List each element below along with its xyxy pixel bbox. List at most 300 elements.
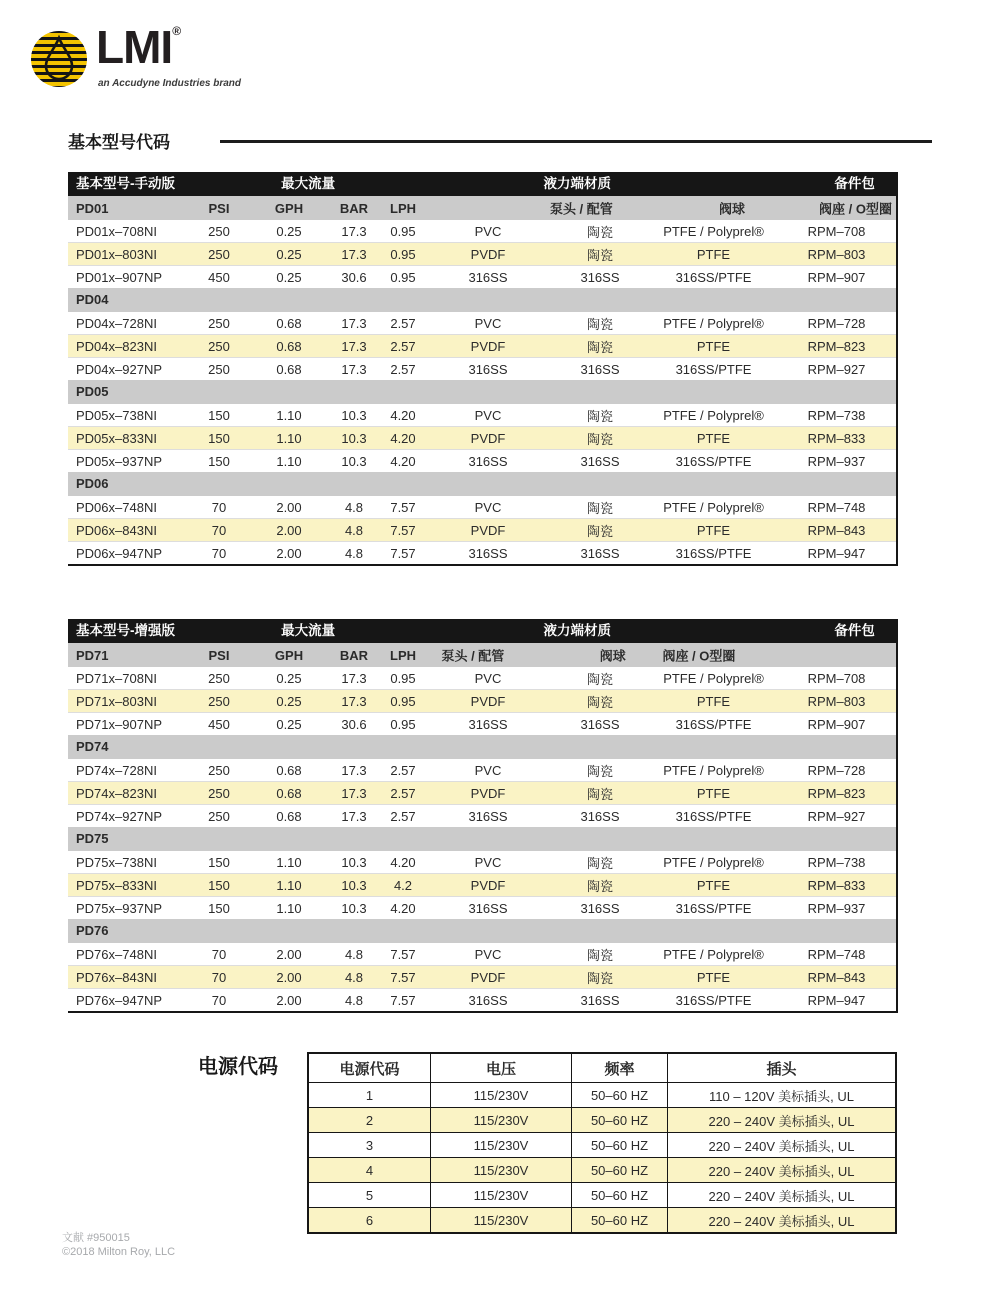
brand-tagline: an Accudyne Industries brand — [98, 78, 241, 89]
cell-seat: PTFE — [696, 969, 731, 985]
table-row — [68, 312, 896, 334]
cell-kit: RPM–748 — [807, 946, 866, 962]
cell-head: PVDF — [470, 522, 506, 538]
power-header-plug: 插头 — [667, 1054, 895, 1082]
cell-gph: 1.10 — [276, 877, 302, 893]
cell-seat: 316SS/PTFE — [675, 361, 752, 377]
cell-kit: RPM–823 — [807, 785, 866, 801]
cell-seat: 316SS/PTFE — [675, 545, 752, 561]
cell-seat: PTFE / Polyprel® — [663, 854, 764, 870]
cell-psi: 250 — [208, 670, 230, 686]
cell-psi: 250 — [208, 223, 230, 239]
cell-model: PD01x–708NI — [76, 223, 157, 239]
cell-model: PD74x–927NP — [76, 808, 162, 824]
cell-kit: RPM–738 — [807, 854, 866, 870]
power-cell-frequency: 50–60 HZ — [571, 1133, 667, 1157]
cell-ball: 陶瓷 — [586, 694, 613, 710]
cell-psi: 450 — [208, 716, 230, 732]
cell-bar: 30.6 — [341, 716, 367, 732]
cell-lph: 0.95 — [390, 223, 416, 239]
subheader-psi: PSI — [208, 200, 230, 216]
cell-lph: 2.57 — [390, 808, 416, 824]
cell-kit: RPM–708 — [807, 223, 866, 239]
table-row — [68, 851, 896, 873]
cell-bar: 10.3 — [341, 430, 367, 446]
cell-ball: 316SS — [580, 900, 620, 916]
page-title: 基本型号代码 — [68, 133, 170, 152]
power-row — [309, 1207, 895, 1232]
cell-psi: 250 — [208, 808, 230, 824]
cell-bar: 10.3 — [341, 900, 367, 916]
power-cell-voltage: 115/230V — [430, 1133, 571, 1157]
header-title: 基本型号-增强版 — [76, 623, 175, 638]
power-cell-frequency: 50–60 HZ — [571, 1083, 667, 1107]
power-row — [309, 1182, 895, 1207]
cell-lph: 0.95 — [390, 670, 416, 686]
table-subheader-row — [68, 196, 896, 220]
cell-psi: 70 — [211, 969, 227, 985]
cell-head: PVDF — [470, 693, 506, 709]
cell-ball: 陶瓷 — [586, 878, 613, 894]
cell-head: PVC — [474, 407, 502, 423]
table-row — [68, 689, 896, 712]
cell-lph: 7.57 — [390, 969, 416, 985]
cell-psi: 70 — [211, 499, 227, 515]
cell-kit: RPM–833 — [807, 877, 866, 893]
section-row: PD06 — [68, 472, 896, 496]
cell-model: PD05x–937NP — [76, 453, 162, 469]
cell-model: PD71x–803NI — [76, 693, 157, 709]
power-cell-voltage: 115/230V — [430, 1083, 571, 1107]
cell-gph: 1.10 — [276, 453, 302, 469]
cell-seat: PTFE / Polyprel® — [663, 499, 764, 515]
subheader-valve-ball: 阀球 — [719, 201, 746, 217]
cell-bar: 4.8 — [344, 946, 364, 962]
cell-bar: 17.3 — [341, 808, 367, 824]
cell-bar: 10.3 — [341, 453, 367, 469]
cell-psi: 250 — [208, 338, 230, 354]
cell-psi: 150 — [208, 900, 230, 916]
cell-head: PVDF — [470, 246, 506, 262]
power-cell-code: 2 — [365, 1112, 374, 1128]
section-row: PD76 — [68, 919, 896, 943]
cell-kit: RPM–937 — [807, 453, 866, 469]
power-cell-frequency: 50–60 HZ — [571, 1108, 667, 1132]
power-cell-plug: 220 – 240V 美标插头, UL — [667, 1183, 895, 1207]
cell-bar: 17.3 — [341, 338, 367, 354]
cell-model: PD71x–907NP — [76, 716, 162, 732]
subheader-psi: PSI — [208, 647, 230, 663]
cell-ball: 316SS — [580, 269, 620, 285]
cell-lph: 2.57 — [390, 762, 416, 778]
power-row — [309, 1157, 895, 1182]
cell-psi: 250 — [208, 361, 230, 377]
cell-bar: 4.8 — [344, 545, 364, 561]
cell-head: PVDF — [470, 338, 506, 354]
cell-lph: 2.57 — [390, 315, 416, 331]
basic-model-table-manual — [68, 172, 898, 566]
cell-model: PD76x–947NP — [76, 992, 162, 1008]
cell-seat: 316SS/PTFE — [675, 992, 752, 1008]
cell-kit: RPM–907 — [807, 716, 866, 732]
cell-gph: 0.68 — [276, 338, 302, 354]
section-row: PD04 — [68, 288, 896, 312]
subheader-lph: LPH — [390, 647, 416, 663]
cell-gph: 2.00 — [276, 545, 302, 561]
cell-gph: 0.68 — [276, 361, 302, 377]
cell-head: PVC — [474, 315, 502, 331]
cell-kit: RPM–803 — [807, 693, 866, 709]
cell-kit: RPM–728 — [807, 315, 866, 331]
cell-gph: 2.00 — [276, 499, 302, 515]
cell-head: PVC — [474, 854, 502, 870]
cell-ball: 陶瓷 — [586, 855, 613, 871]
cell-head: 316SS — [468, 453, 508, 469]
cell-ball: 陶瓷 — [586, 763, 613, 779]
cell-lph: 4.20 — [390, 453, 416, 469]
power-cell-code: 3 — [365, 1137, 374, 1153]
cell-bar: 4.8 — [344, 522, 364, 538]
cell-lph: 4.20 — [390, 900, 416, 916]
cell-seat: PTFE — [696, 522, 731, 538]
section-row: PD75 — [68, 827, 896, 851]
cell-ball: 316SS — [580, 808, 620, 824]
cell-gph: 2.00 — [276, 522, 302, 538]
lmi-droplet-ball-icon — [30, 30, 88, 88]
cell-model: PD04x–823NI — [76, 338, 157, 354]
power-row — [309, 1107, 895, 1132]
power-cell-voltage: 115/230V — [430, 1183, 571, 1207]
cell-model: PD04x–927NP — [76, 361, 162, 377]
header-max-flow: 最大流量 — [281, 623, 336, 638]
cell-ball: 316SS — [580, 992, 620, 1008]
cell-psi: 250 — [208, 785, 230, 801]
table-row — [68, 357, 896, 380]
cell-gph: 0.25 — [276, 223, 302, 239]
header-spare-kit: 备件包 — [834, 176, 875, 191]
cell-kit: RPM–748 — [807, 499, 866, 515]
cell-gph: 2.00 — [276, 992, 302, 1008]
cell-ball: 陶瓷 — [586, 671, 613, 687]
cell-gph: 2.00 — [276, 946, 302, 962]
power-row — [309, 1082, 895, 1107]
cell-kit: RPM–843 — [807, 969, 866, 985]
power-cell-plug: 220 – 240V 美标插头, UL — [667, 1208, 895, 1232]
power-cell-frequency: 50–60 HZ — [571, 1208, 667, 1232]
page-footer — [62, 1231, 175, 1259]
cell-model: PD06x–748NI — [76, 499, 157, 515]
cell-gph: 0.68 — [276, 808, 302, 824]
cell-kit: RPM–833 — [807, 430, 866, 446]
cell-model: PD05x–738NI — [76, 407, 157, 423]
cell-ball: 陶瓷 — [586, 431, 613, 447]
brand-wordmark — [96, 20, 181, 74]
registered-mark: ® — [172, 24, 182, 38]
table-row — [68, 334, 896, 357]
cell-seat: PTFE — [696, 693, 731, 709]
cell-kit: RPM–823 — [807, 338, 866, 354]
cell-ball: 陶瓷 — [586, 947, 613, 963]
cell-model: PD71x–708NI — [76, 670, 157, 686]
cell-kit: RPM–947 — [807, 992, 866, 1008]
cell-psi: 70 — [211, 946, 227, 962]
cell-gph: 0.68 — [276, 762, 302, 778]
power-cell-plug: 220 – 240V 美标插头, UL — [667, 1133, 895, 1157]
power-cell-code: 5 — [365, 1187, 374, 1203]
cell-seat: 316SS/PTFE — [675, 808, 752, 824]
table-row — [68, 242, 896, 265]
cell-seat: PTFE / Polyprel® — [663, 407, 764, 423]
cell-bar: 17.3 — [341, 246, 367, 262]
table-row — [68, 496, 896, 518]
cell-seat: PTFE — [696, 338, 731, 354]
header-title: 基本型号-手动版 — [76, 176, 175, 191]
cell-psi: 150 — [208, 877, 230, 893]
table-row — [68, 712, 896, 735]
power-cell-plug: 110 – 120V 美标插头, UL — [667, 1083, 895, 1107]
subheader-lph: LPH — [390, 200, 416, 216]
cell-psi: 250 — [208, 762, 230, 778]
cell-ball: 316SS — [580, 716, 620, 732]
cell-bar: 10.3 — [341, 407, 367, 423]
table-row — [68, 518, 896, 541]
cell-ball: 陶瓷 — [586, 247, 613, 263]
cell-seat: 316SS/PTFE — [675, 269, 752, 285]
cell-model: PD06x–947NP — [76, 545, 162, 561]
cell-seat: 316SS/PTFE — [675, 716, 752, 732]
cell-seat: PTFE / Polyprel® — [663, 670, 764, 686]
cell-model: PD75x–738NI — [76, 854, 157, 870]
cell-head: 316SS — [468, 808, 508, 824]
cell-psi: 70 — [211, 522, 227, 538]
power-header-voltage: 电压 — [430, 1054, 571, 1082]
cell-gph: 1.10 — [276, 900, 302, 916]
cell-lph: 0.95 — [390, 269, 416, 285]
cell-bar: 17.3 — [341, 670, 367, 686]
cell-bar: 30.6 — [341, 269, 367, 285]
cell-lph: 4.2 — [393, 877, 413, 893]
cell-lph: 0.95 — [390, 716, 416, 732]
table-header-row — [68, 172, 896, 196]
cell-lph: 4.20 — [390, 430, 416, 446]
cell-seat: 316SS/PTFE — [675, 453, 752, 469]
cell-psi: 250 — [208, 246, 230, 262]
cell-model: PD06x–843NI — [76, 522, 157, 538]
power-code-label: 电源代码 — [198, 1056, 278, 1078]
cell-head: PVC — [474, 670, 502, 686]
cell-seat: PTFE — [696, 430, 731, 446]
power-cell-plug: 220 – 240V 美标插头, UL — [667, 1158, 895, 1182]
cell-psi: 250 — [208, 693, 230, 709]
cell-lph: 7.57 — [390, 499, 416, 515]
table-row — [68, 896, 896, 919]
brand-name: LMI — [96, 21, 173, 73]
cell-gph: 2.00 — [276, 969, 302, 985]
cell-head: 316SS — [468, 900, 508, 916]
table-header-row — [68, 619, 896, 643]
cell-head: PVDF — [470, 430, 506, 446]
cell-model: PD75x–937NP — [76, 900, 162, 916]
cell-kit: RPM–803 — [807, 246, 866, 262]
power-cell-frequency: 50–60 HZ — [571, 1158, 667, 1182]
cell-ball: 陶瓷 — [586, 339, 613, 355]
cell-psi: 150 — [208, 407, 230, 423]
cell-seat: PTFE / Polyprel® — [663, 762, 764, 778]
power-header-code: 电源代码 — [339, 1060, 400, 1078]
cell-psi: 150 — [208, 430, 230, 446]
cell-seat: PTFE / Polyprel® — [663, 315, 764, 331]
cell-model: PD75x–833NI — [76, 877, 157, 893]
table-row — [68, 759, 896, 781]
table-row — [68, 804, 896, 827]
cell-gph: 1.10 — [276, 407, 302, 423]
cell-bar: 10.3 — [341, 877, 367, 893]
header-max-flow: 最大流量 — [281, 176, 336, 191]
subheader-head-pipe: 泵头 / 配管 — [441, 648, 505, 664]
cell-gph: 0.25 — [276, 670, 302, 686]
section-row: PD74 — [68, 735, 896, 759]
cell-lph: 2.57 — [390, 361, 416, 377]
cell-lph: 7.57 — [390, 946, 416, 962]
cell-head: 316SS — [468, 269, 508, 285]
power-cell-voltage: 115/230V — [430, 1208, 571, 1232]
cell-head: 316SS — [468, 545, 508, 561]
cell-bar: 17.3 — [341, 315, 367, 331]
table-row — [68, 943, 896, 965]
subheader-bar: BAR — [339, 200, 369, 216]
copyright: ©2018 Milton Roy, LLC — [62, 1246, 176, 1258]
subheader-bar: BAR — [339, 647, 369, 663]
cell-psi: 150 — [208, 453, 230, 469]
table-row — [68, 265, 896, 288]
table-row — [68, 426, 896, 449]
cell-psi: 70 — [211, 992, 227, 1008]
header-wet-end-material: 液力端材质 — [543, 176, 611, 191]
cell-ball: 316SS — [580, 545, 620, 561]
cell-head: PVDF — [470, 785, 506, 801]
cell-gph: 0.25 — [276, 246, 302, 262]
document-number: 文献 #950015 — [62, 1232, 130, 1244]
cell-gph: 0.68 — [276, 315, 302, 331]
cell-kit: RPM–947 — [807, 545, 866, 561]
cell-seat: PTFE / Polyprel® — [663, 223, 764, 239]
cell-head: PVC — [474, 946, 502, 962]
cell-model: PD76x–843NI — [76, 969, 157, 985]
cell-psi: 450 — [208, 269, 230, 285]
cell-bar: 10.3 — [341, 854, 367, 870]
cell-bar: 4.8 — [344, 992, 364, 1008]
cell-lph: 4.20 — [390, 407, 416, 423]
cell-head: 316SS — [468, 992, 508, 1008]
cell-head: 316SS — [468, 361, 508, 377]
cell-ball: 陶瓷 — [586, 523, 613, 539]
cell-model: PD74x–728NI — [76, 762, 157, 778]
cell-bar: 17.3 — [341, 693, 367, 709]
table-row — [68, 781, 896, 804]
table-row — [68, 965, 896, 988]
cell-gph: 1.10 — [276, 430, 302, 446]
power-row — [309, 1132, 895, 1157]
cell-lph: 7.57 — [390, 992, 416, 1008]
cell-bar: 4.8 — [344, 969, 364, 985]
cell-lph: 4.20 — [390, 854, 416, 870]
header-wet-end-material: 液力端材质 — [543, 623, 611, 638]
subheader-model: PD71 — [76, 647, 109, 663]
cell-lph: 2.57 — [390, 338, 416, 354]
table-row — [68, 404, 896, 426]
cell-model: PD76x–748NI — [76, 946, 157, 962]
table-row — [68, 667, 896, 689]
cell-head: PVC — [474, 499, 502, 515]
power-code-table — [307, 1052, 897, 1234]
cell-gph: 0.25 — [276, 716, 302, 732]
cell-model: PD01x–907NP — [76, 269, 162, 285]
subheader-valve-ball: 阀球 — [599, 648, 626, 664]
cell-ball: 陶瓷 — [586, 786, 613, 802]
cell-bar: 17.3 — [341, 223, 367, 239]
cell-head: 316SS — [468, 716, 508, 732]
table-subheader-row — [68, 643, 896, 667]
cell-gph: 0.68 — [276, 785, 302, 801]
cell-kit: RPM–738 — [807, 407, 866, 423]
power-cell-plug: 220 – 240V 美标插头, UL — [667, 1108, 895, 1132]
cell-bar: 17.3 — [341, 785, 367, 801]
cell-bar: 17.3 — [341, 361, 367, 377]
cell-kit: RPM–843 — [807, 522, 866, 538]
cell-model: PD01x–803NI — [76, 246, 157, 262]
subheader-model: PD01 — [76, 200, 109, 216]
cell-model: PD05x–833NI — [76, 430, 157, 446]
cell-ball: 316SS — [580, 453, 620, 469]
cell-head: PVC — [474, 223, 502, 239]
section-row: PD05 — [68, 380, 896, 404]
power-cell-code: 1 — [365, 1087, 374, 1103]
cell-head: PVDF — [470, 969, 506, 985]
cell-model: PD04x–728NI — [76, 315, 157, 331]
table-row — [68, 449, 896, 472]
cell-ball: 陶瓷 — [586, 408, 613, 424]
header-spare-kit: 备件包 — [834, 623, 875, 638]
subheader-gph: GPH — [274, 200, 304, 216]
cell-head: PVDF — [470, 877, 506, 893]
cell-lph: 7.57 — [390, 522, 416, 538]
power-cell-code: 6 — [365, 1212, 374, 1228]
cell-kit: RPM–708 — [807, 670, 866, 686]
cell-kit: RPM–927 — [807, 808, 866, 824]
table-row — [68, 873, 896, 896]
power-cell-voltage: 115/230V — [430, 1158, 571, 1182]
table-row — [68, 988, 896, 1011]
cell-seat: 316SS/PTFE — [675, 900, 752, 916]
cell-kit: RPM–907 — [807, 269, 866, 285]
table-row — [68, 220, 896, 242]
cell-gph: 1.10 — [276, 854, 302, 870]
cell-ball: 陶瓷 — [586, 224, 613, 240]
cell-seat: PTFE — [696, 877, 731, 893]
subheader-seat-oring: 阀座 / O型圈 — [819, 201, 892, 217]
power-header-frequency: 频率 — [571, 1054, 667, 1082]
cell-lph: 0.95 — [390, 693, 416, 709]
table-row — [68, 541, 896, 564]
cell-lph: 2.57 — [390, 785, 416, 801]
power-cell-voltage: 115/230V — [430, 1108, 571, 1132]
cell-head: PVC — [474, 762, 502, 778]
power-cell-code: 4 — [365, 1162, 374, 1178]
cell-seat: PTFE / Polyprel® — [663, 946, 764, 962]
cell-psi: 250 — [208, 315, 230, 331]
cell-ball: 316SS — [580, 361, 620, 377]
cell-ball: 陶瓷 — [586, 500, 613, 516]
